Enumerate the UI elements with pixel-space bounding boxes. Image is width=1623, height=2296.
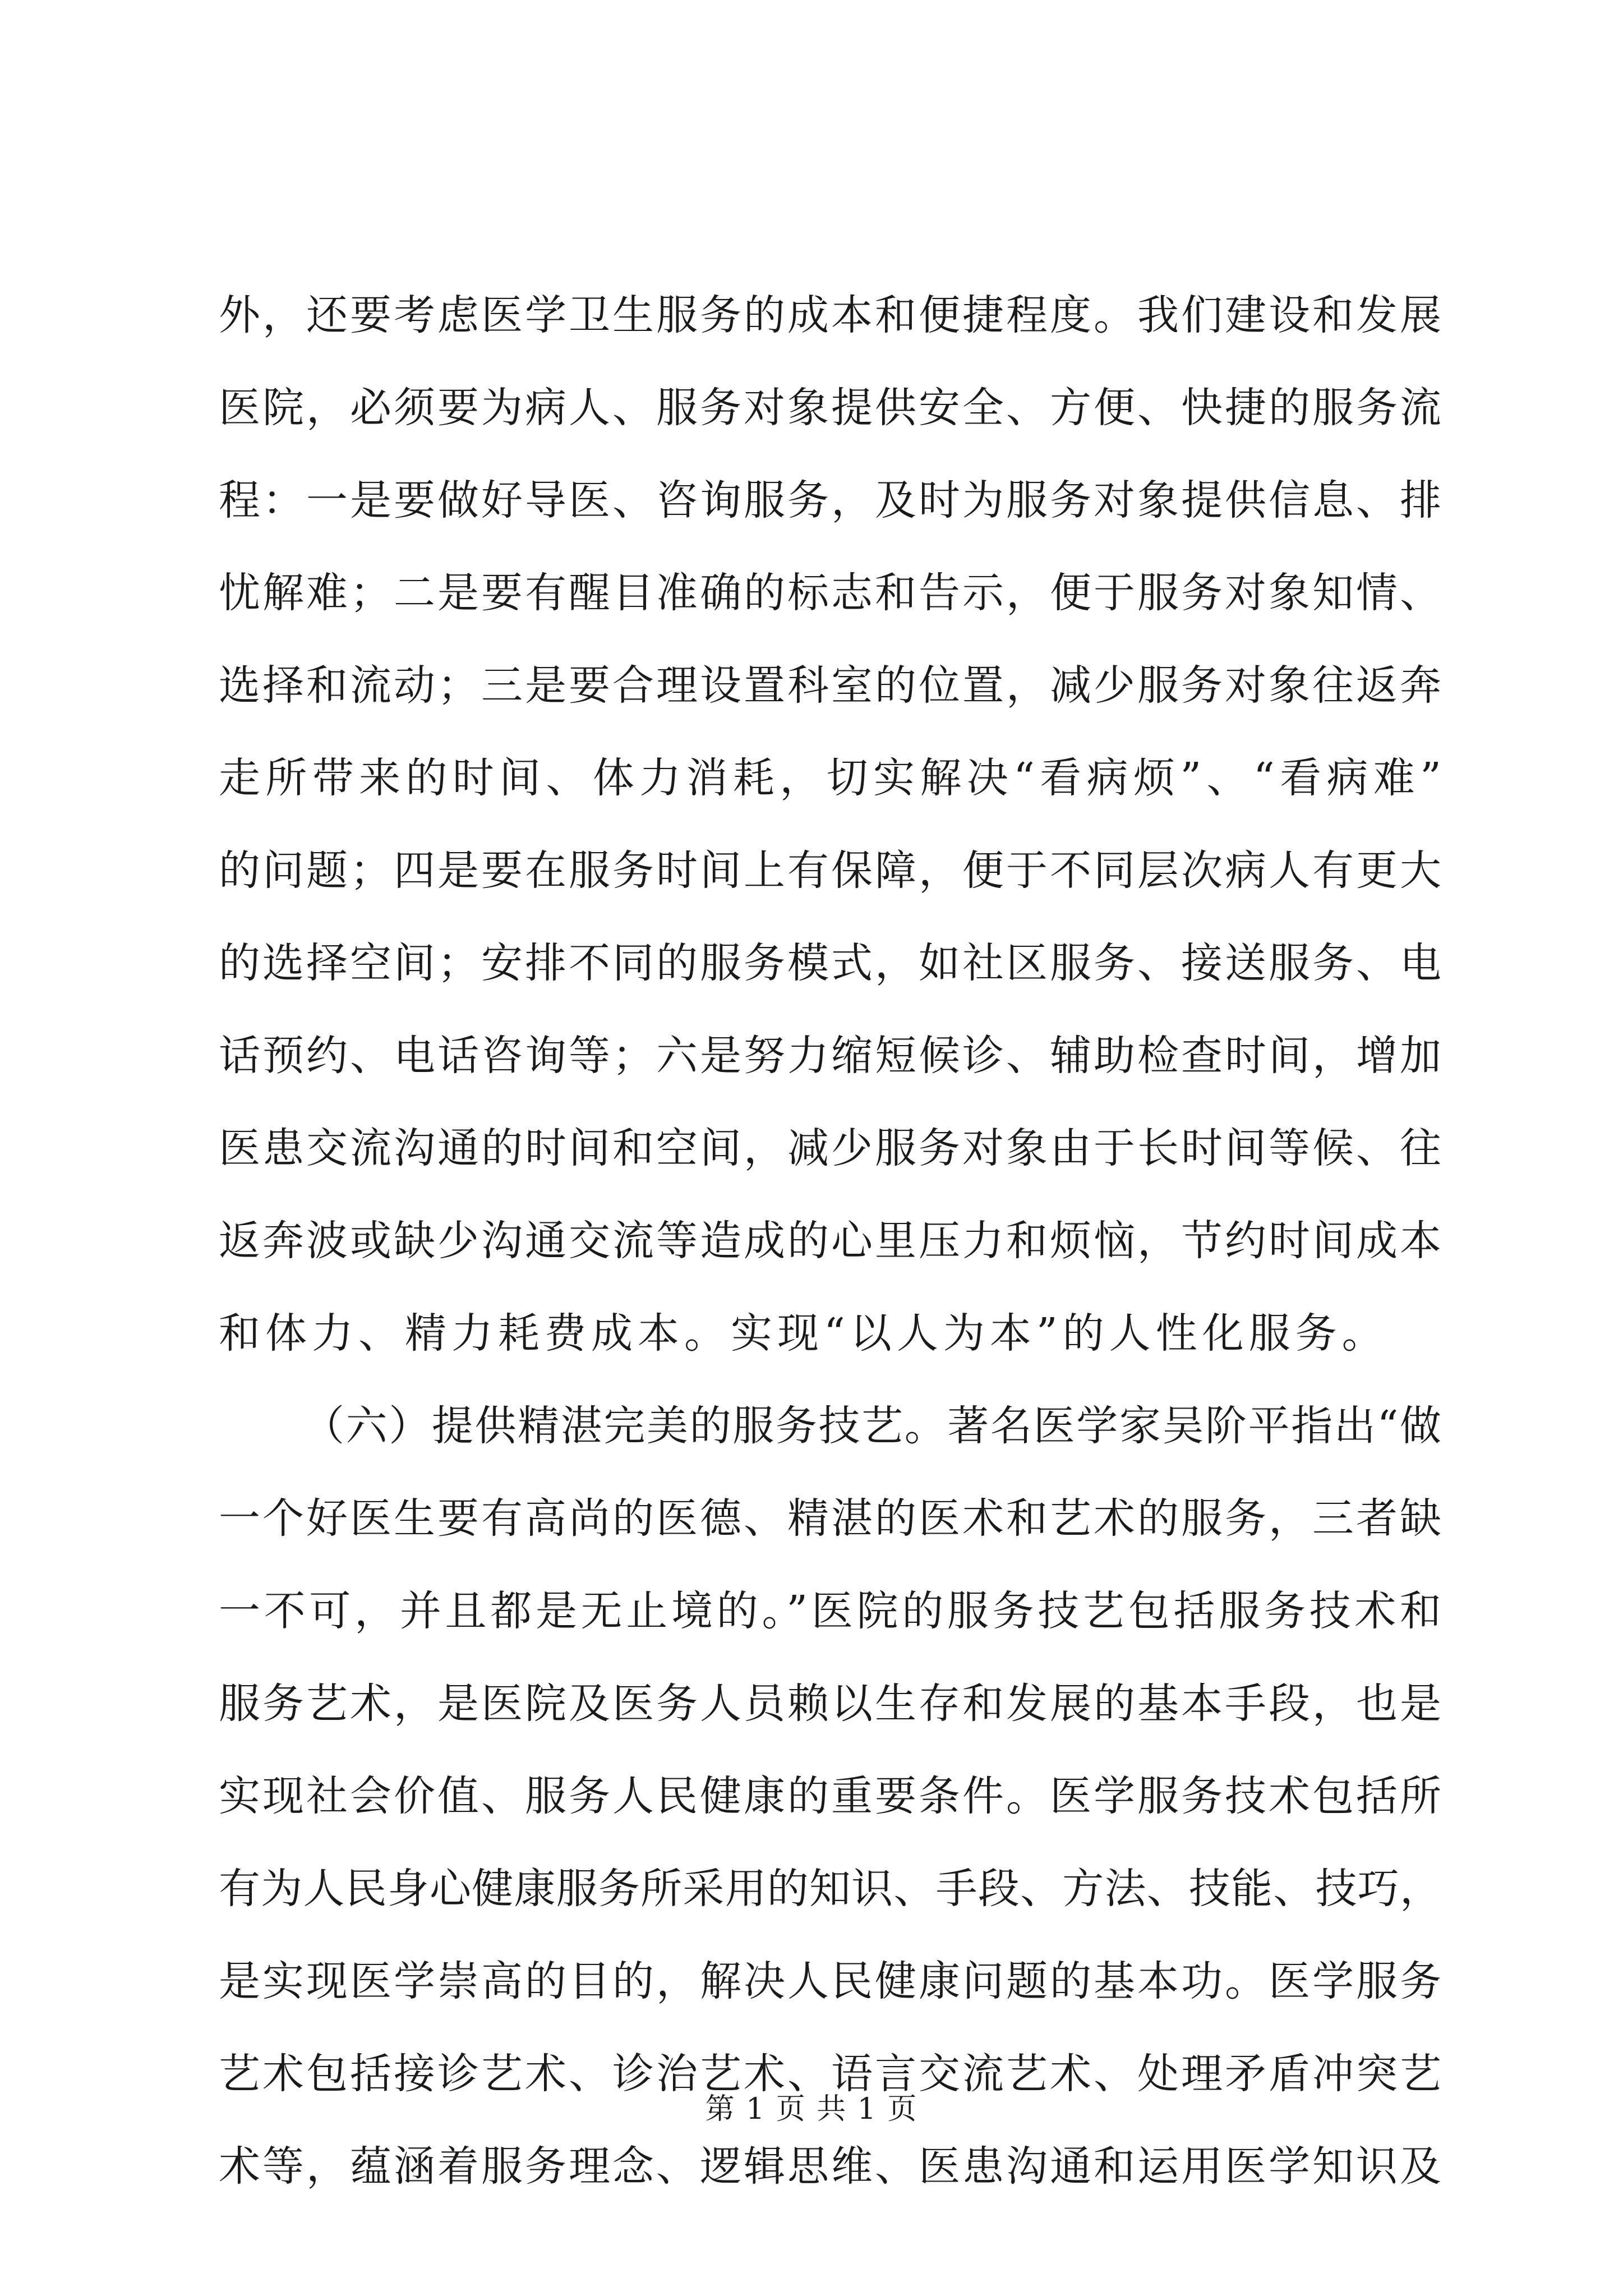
text-line: 一个好医生要有高尚的医德、精湛的医术和艺术的服务，三者缺 [219, 1494, 1441, 1543]
text-line: 艺术包括接诊艺术、诊治艺术、语言交流艺术、处理矛盾冲突艺 [219, 2050, 1441, 2098]
text-line: 的问题；四是要在服务时间上有保障，便于不同层次病人有更大 [219, 846, 1441, 895]
text-line: 术等，蕴涵着服务理念、逻辑思维、医患沟通和运用医学知识及 [219, 2142, 1441, 2191]
text-line: 医患交流沟通的时间和空间，减少服务对象由于长时间等候、往 [219, 1124, 1441, 1172]
text-line: 的选择空间；安排不同的服务模式，如社区服务、接送服务、电 [219, 939, 1441, 987]
text-line: 服务艺术，是医院及医务人员赖以生存和发展的基本手段，也是 [219, 1680, 1441, 1728]
text-line: 返奔波或缺少沟通交流等造成的心里压力和烦恼，节约时间成本 [219, 1217, 1441, 1265]
text-line: 一不可，并且都是无止境的。”医院的服务技艺包括服务技术和 [219, 1587, 1441, 1635]
text-line: 实现社会价值、服务人民健康的重要条件。医学服务技术包括所 [219, 1772, 1441, 1820]
body-text [219, 269, 1441, 2213]
text-line: 走所带来的时间、体力消耗，切实解决“看病烦”、“看病难” [219, 754, 1441, 802]
text-line: 和体力、精力耗费成本。实现“以人为本”的人性化服务。 [219, 1309, 1389, 1358]
page-footer: 第 1 页 共 1 页 [705, 2092, 918, 2126]
text-line: 是实现医学崇高的目的，解决人民健康问题的基本功。医学服务 [219, 1957, 1441, 2005]
text-line: 话预约、电话咨询等；六是努力缩短候诊、辅助检查时间，增加 [219, 1032, 1441, 1080]
text-line: 有为人民身心健康服务所采用的知识、手段、方法、技能、技巧， [219, 1865, 1441, 1913]
text-line: 忧解难；二是要有醒目准确的标志和告示，便于服务对象知情、 [219, 569, 1441, 617]
text-line: 选择和流动；三是要合理设置科室的位置，减少服务对象往返奔 [219, 661, 1441, 710]
text-line: 外，还要考虑医学卫生服务的成本和便捷程度。我们建设和发展 [219, 291, 1441, 339]
text-line: 程：一是要做好导医、咨询服务，及时为服务对象提供信息、排 [219, 476, 1441, 524]
text-line: 医院，必须要为病人、服务对象提供安全、方便、快捷的服务流 [219, 384, 1441, 432]
text-line: （六）提供精湛完美的服务技艺。著名医学家吴阶平指出“做 [303, 1402, 1441, 1450]
